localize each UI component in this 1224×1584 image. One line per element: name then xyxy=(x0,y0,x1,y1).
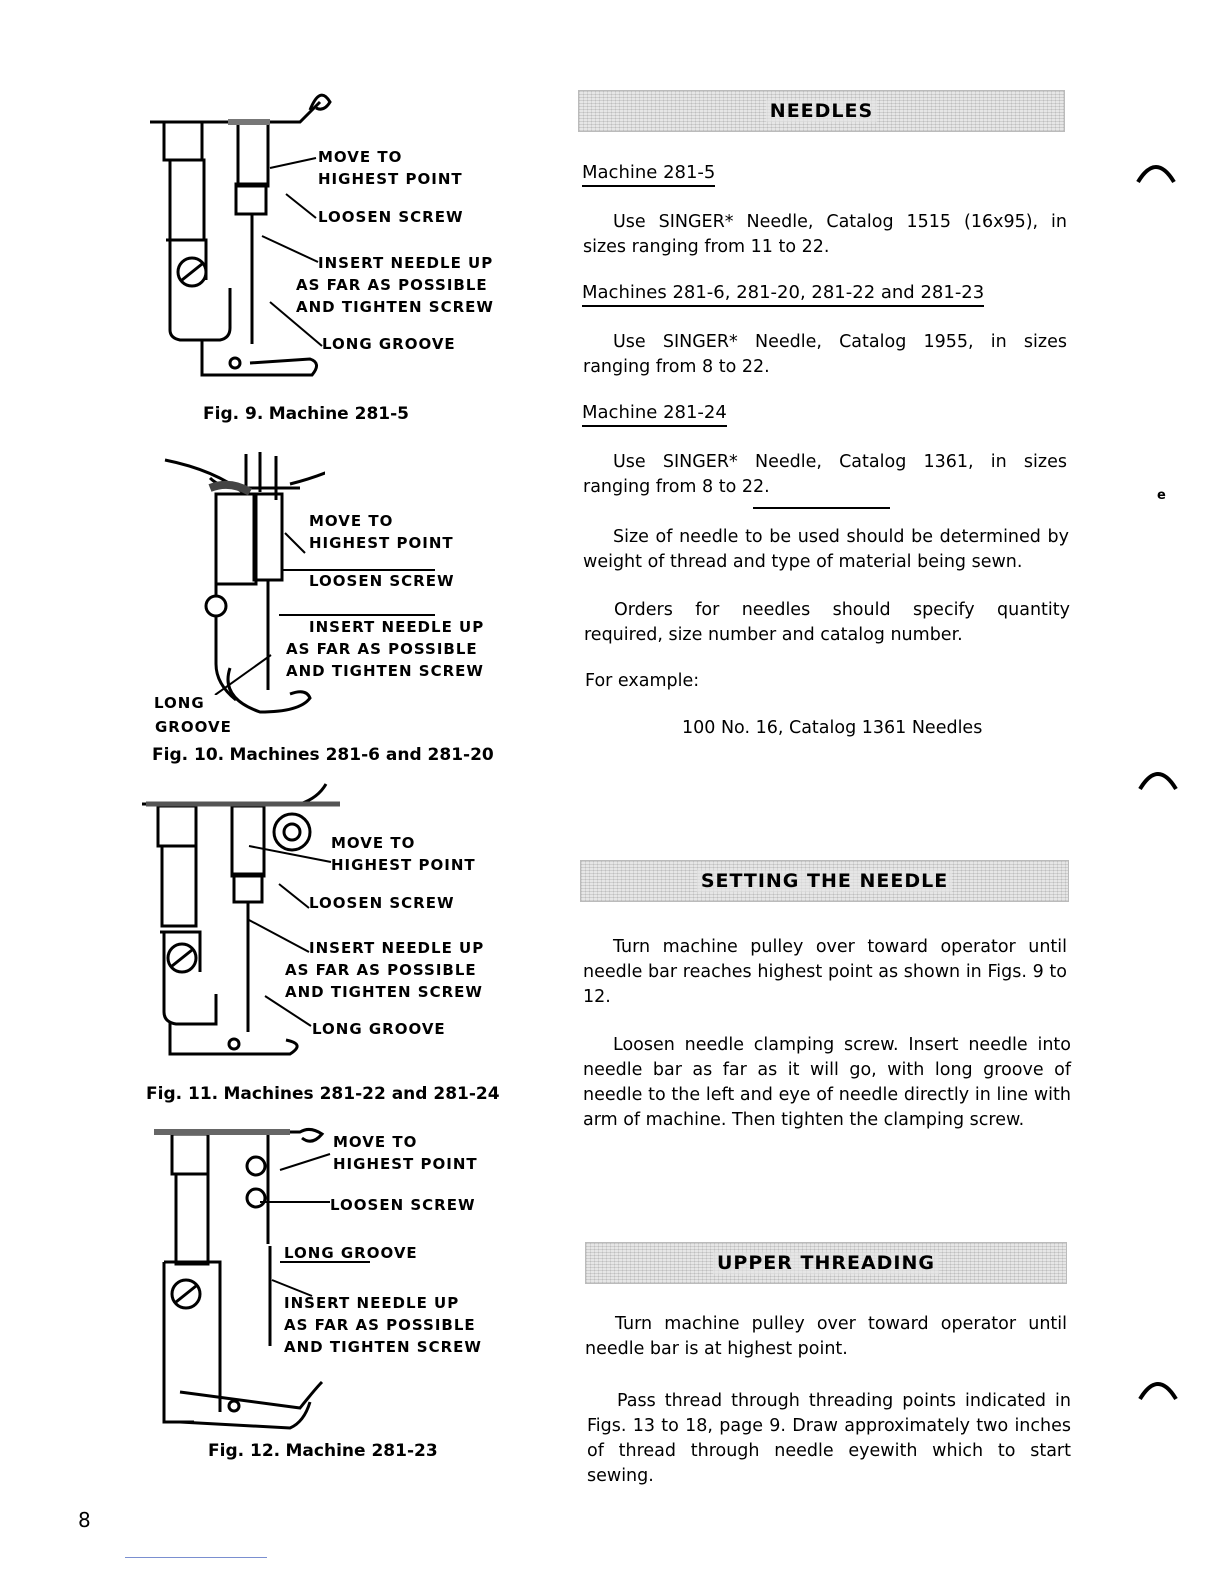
setting-heading-banner xyxy=(580,860,1069,902)
figure-9-leaders xyxy=(240,150,330,350)
fig10-label-groove: GROOVE xyxy=(155,718,232,736)
fig10-label-insert-2: AS FAR AS POSSIBLE xyxy=(286,640,478,658)
threading-para-1: Turn machine pulley over toward operator until needle bar is at highest point. xyxy=(585,1314,1067,1359)
fig9-caption: Fig. 9. Machine 281-5 xyxy=(203,404,410,424)
margin-mark: e xyxy=(1157,488,1166,503)
fig11-caption: Fig. 11. Machines 281-22 and 281-24 xyxy=(146,1084,500,1104)
needles-para-orders: Orders for needles should specify quantity required, size number and catalog number. xyxy=(584,600,1070,645)
fig9-label-loosen-screw: LOOSEN SCREW xyxy=(318,208,464,226)
fig9-label-insert-3: AND TIGHTEN SCREW xyxy=(296,298,494,316)
needles-sub-machines-281-6: Machines 281-6, 281-20, 281-22 and 281-23 xyxy=(582,282,984,307)
needles-heading-banner xyxy=(578,90,1065,132)
needles-example: 100 No. 16, Catalog 1361 Needles xyxy=(682,718,983,738)
binder-hole-mark-1 xyxy=(1136,158,1176,188)
fig10-label-insert-1: INSERT NEEDLE UP xyxy=(309,618,485,636)
bottom-rule xyxy=(125,1557,267,1558)
fig12-label-insert-1: INSERT NEEDLE UP xyxy=(284,1294,460,1312)
fig11-label-insert-2: AS FAR AS POSSIBLE xyxy=(285,961,477,979)
fig10-label-highest-point: HIGHEST POINT xyxy=(309,534,454,552)
needles-divider xyxy=(753,507,890,509)
page-number: 8 xyxy=(78,1508,91,1532)
fig9-label-move-to: MOVE TO xyxy=(318,148,403,166)
fig9-label-highest-point: HIGHEST POINT xyxy=(318,170,463,188)
needles-para-281-5: Use SINGER* Needle, Catalog 1515 (16x95), in sizes ranging from 11 to 22. xyxy=(583,212,1067,257)
binder-hole-mark-2 xyxy=(1138,765,1178,795)
fig12-label-long-groove: LONG GROOVE xyxy=(284,1244,418,1262)
fig10-label-insert-3: AND TIGHTEN SCREW xyxy=(286,662,484,680)
fig12-label-loosen-screw: LOOSEN SCREW xyxy=(330,1196,476,1214)
fig12-label-insert-2: AS FAR AS POSSIBLE xyxy=(284,1316,476,1334)
fig10-label-loosen-screw: LOOSEN SCREW xyxy=(309,572,455,590)
fig12-label-insert-3: AND TIGHTEN SCREW xyxy=(284,1338,482,1356)
fig12-label-move-to: MOVE TO xyxy=(333,1133,418,1151)
fig10-caption: Fig. 10. Machines 281-6 and 281-20 xyxy=(152,745,494,765)
needles-para-281-24: Use SINGER* Needle, Catalog 1361, in sizes ranging from 8 to 22. xyxy=(583,452,1067,497)
fig9-label-insert-1: INSERT NEEDLE UP xyxy=(318,254,494,272)
fig11-label-move-to: MOVE TO xyxy=(331,834,416,852)
fig11-label-long-groove: LONG GROOVE xyxy=(312,1020,446,1038)
fig10-label-move-to: MOVE TO xyxy=(309,512,394,530)
binder-hole-mark-3 xyxy=(1138,1375,1178,1405)
fig12-caption: Fig. 12. Machine 281-23 xyxy=(208,1441,438,1461)
needles-sub-machine-281-24: Machine 281-24 xyxy=(582,402,727,427)
threading-para-2: Pass thread through threading points indicated in Figs. 13 to 18, page 9. Draw approximately two inches of thread through needle eyewith which to start sewing. xyxy=(587,1391,1071,1486)
fig9-label-long-groove: LONG GROOVE xyxy=(322,335,456,353)
setting-heading: SETTING THE NEEDLE xyxy=(697,870,952,892)
needles-heading: NEEDLES xyxy=(766,100,877,122)
threading-heading-banner xyxy=(585,1242,1067,1284)
fig11-label-highest-point: HIGHEST POINT xyxy=(331,856,476,874)
needles-example-intro: For example: xyxy=(585,671,700,691)
needles-para-281-6: Use SINGER* Needle, Catalog 1955, in sizes ranging from 8 to 22. xyxy=(583,332,1067,377)
setting-para-1: Turn machine pulley over toward operator until needle bar reaches highest point as shown in Figs. 9 to 12. xyxy=(583,937,1067,1007)
fig11-label-loosen-screw: LOOSEN SCREW xyxy=(309,894,455,912)
fig11-label-insert-1: INSERT NEEDLE UP xyxy=(309,939,485,957)
setting-para-2: Loosen needle clamping screw. Insert needle into needle bar as far as it will go, with long groove of needle to the left and eye of needle directly in line with arm of machine. Then tighten the clamping screw. xyxy=(583,1035,1071,1130)
needles-sub-machine-281-5: Machine 281-5 xyxy=(582,162,715,187)
fig10-label-long: LONG xyxy=(154,694,205,712)
fig9-label-insert-2: AS FAR AS POSSIBLE xyxy=(296,276,488,294)
fig11-label-insert-3: AND TIGHTEN SCREW xyxy=(285,983,483,1001)
fig12-label-highest-point: HIGHEST POINT xyxy=(333,1155,478,1173)
needles-para-size: Size of needle to be used should be determined by weight of thread and type of material being sewn. xyxy=(583,527,1069,572)
threading-heading: UPPER THREADING xyxy=(713,1252,939,1274)
